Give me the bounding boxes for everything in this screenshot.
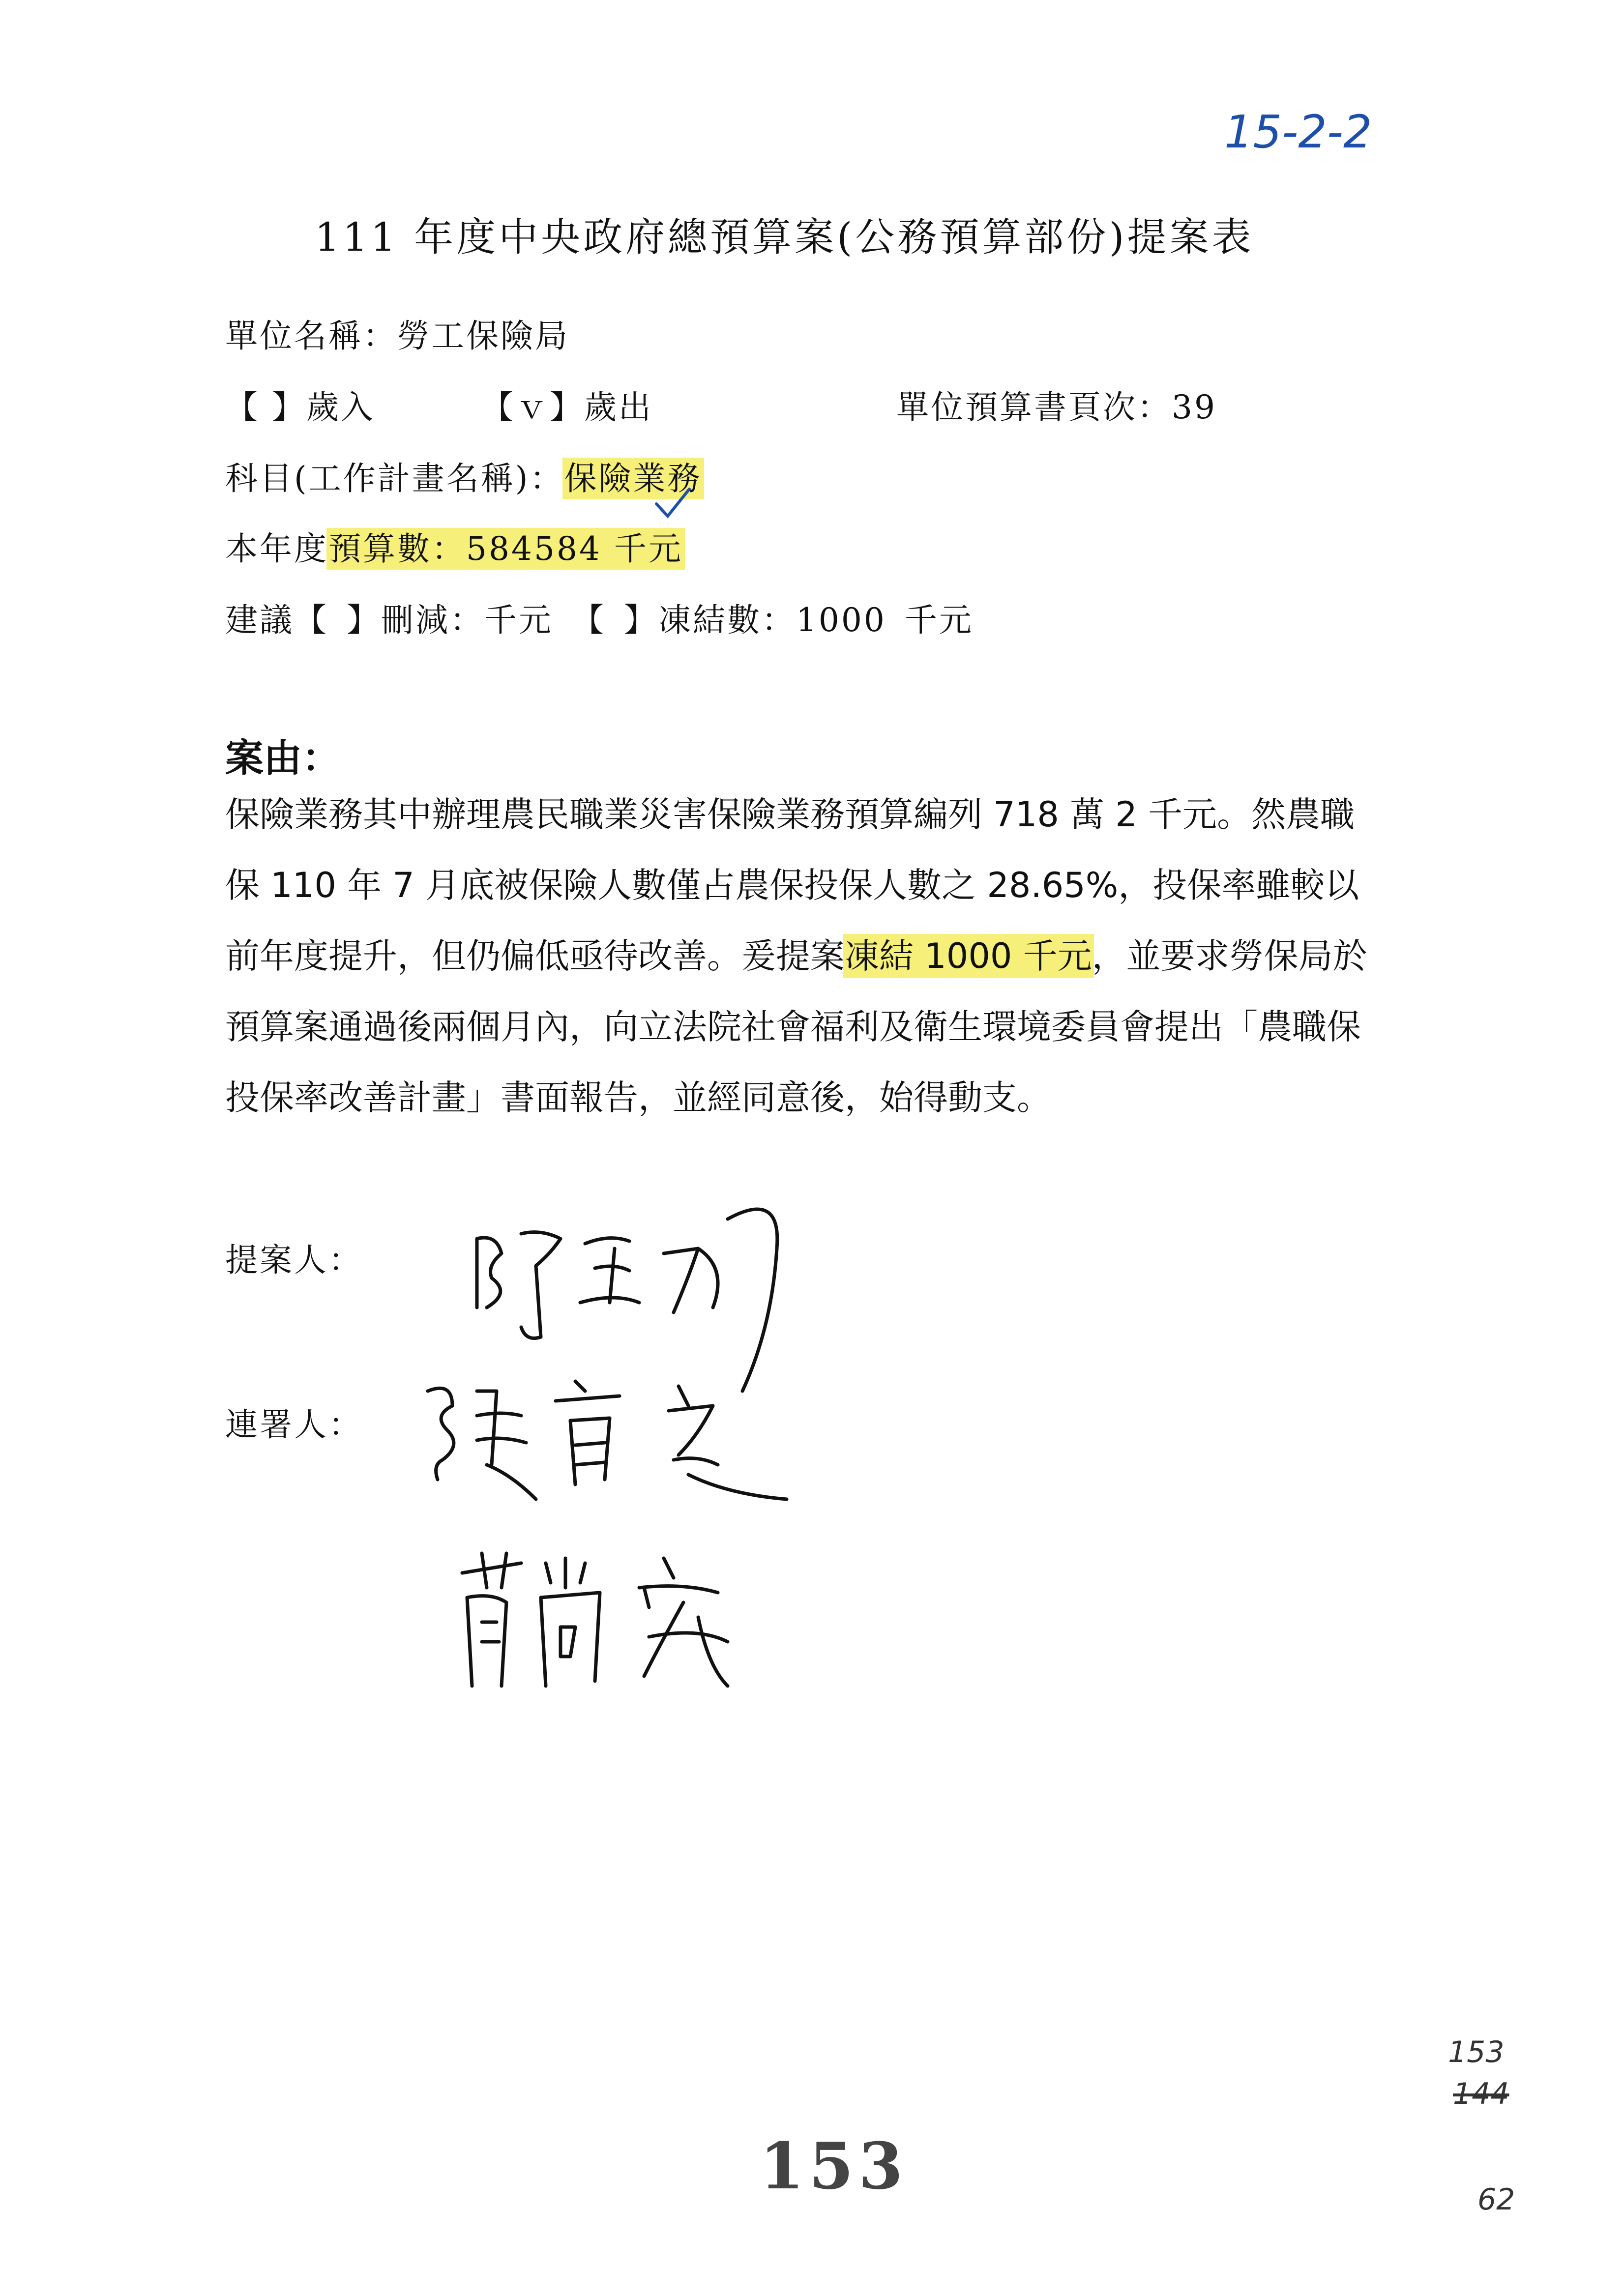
budget-row bbox=[225, 523, 683, 569]
reason-heading: 案由： bbox=[225, 736, 341, 781]
cosigner-label: 連署人： bbox=[225, 1406, 363, 1444]
reason-body bbox=[225, 779, 1386, 1133]
type-row bbox=[225, 381, 1307, 428]
form-title: 111 年度中央政府總預算案(公務預算部份)提案表 bbox=[315, 214, 1254, 260]
reason-text-highlight: 凍結 1000 千元 bbox=[845, 936, 1092, 976]
subject-value: 保險業務 bbox=[564, 460, 702, 497]
budget-label: 本年度 bbox=[225, 530, 328, 568]
reason-text-after: ，並要求勞保局於預算案通過後兩個月內，向立法院社會福利及衛生環境委員會提出「農職保投保率改善計畫」書面報告，並經同意後，始得動支。 bbox=[225, 936, 1367, 1118]
cosigner-signature-1 bbox=[413, 1362, 797, 1524]
unit-row bbox=[225, 310, 569, 356]
revenue-checkbox: 【 】歲入 bbox=[225, 388, 375, 426]
unit-label: 單位名稱： bbox=[225, 317, 397, 355]
cosigner-signature-2 bbox=[452, 1543, 787, 1701]
reason-text-before: 保險業務其中辦理農民職業災害保險業務預算編列 718 萬 2 千元。然農職保 110 年 7 月底被保險人數僅占農保投保人數之 28.65%，投保率雖較以前年度提升，但仍偏低亟待改善。爰提案 bbox=[225, 794, 1359, 976]
checkmark-annotation bbox=[654, 487, 693, 521]
page-reference: 單位預算書頁次：39 bbox=[896, 388, 1217, 426]
margin-note-144: 144 bbox=[1453, 2077, 1509, 2111]
margin-note-153: 153 bbox=[1448, 2035, 1505, 2069]
unit-value: 勞工保險局 bbox=[397, 317, 569, 355]
subject-label: 科目(工作計畫名稱)： bbox=[225, 460, 564, 497]
suggestion-row: 建議【 】刪減：千元 【 】凍結數：1000 千元 bbox=[225, 601, 974, 639]
proposer-label: 提案人： bbox=[225, 1241, 363, 1279]
expense-checkbox: 【ｖ】歲出 bbox=[481, 388, 653, 426]
file-reference-note: 15-2-2 bbox=[1224, 106, 1372, 158]
margin-note-62: 62 bbox=[1477, 2182, 1515, 2217]
subject-row bbox=[225, 452, 702, 499]
budget-value: 預算數：584584 千元 bbox=[328, 530, 683, 568]
page-number: 153 bbox=[760, 2128, 908, 2204]
